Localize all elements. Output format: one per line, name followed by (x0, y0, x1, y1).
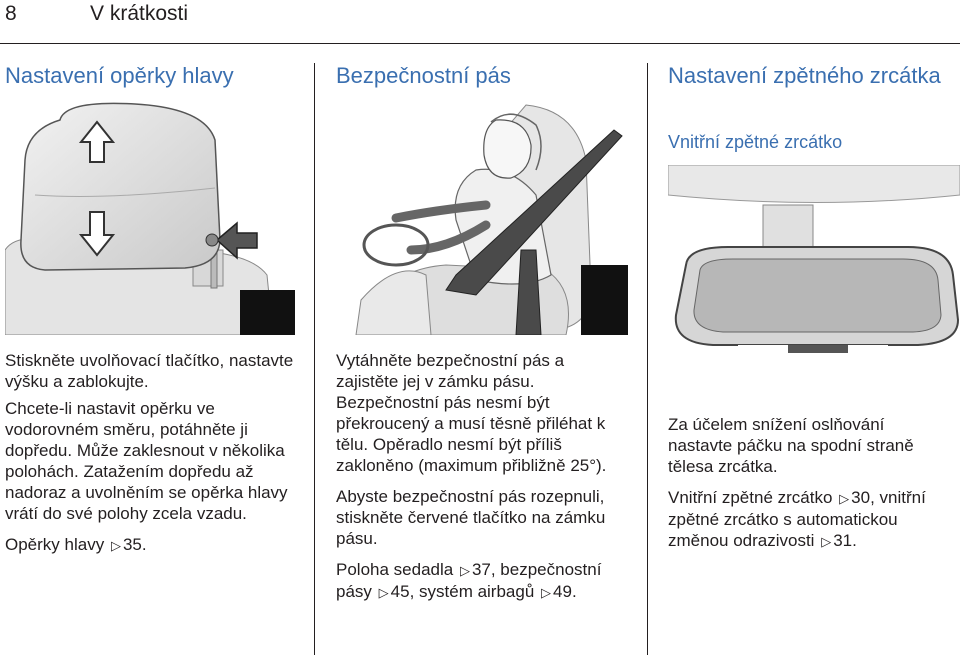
column-divider (314, 63, 315, 655)
reference-arrow-icon: ▷ (541, 585, 552, 600)
seatbelt-instructions (336, 350, 631, 613)
headrest-instructions (5, 350, 300, 566)
header-rule (0, 43, 960, 44)
seatbelt-illustration (336, 100, 628, 335)
reference-arrow-icon: ▷ (110, 538, 121, 553)
paragraph: Za účelem snížení oslňování nastavte páčku na spodní straně tělesa zrcátka. (668, 415, 914, 476)
headrest-section-title: Nastavení opěrky hlavy (5, 63, 234, 88)
seatbelt-section-title: Bezpečnostní pás (336, 63, 511, 88)
mirror-instructions (668, 414, 953, 562)
reference-arrow-icon: ▷ (378, 585, 389, 600)
paragraph: Vytáhněte bezpečnostní pás a zajistěte jej v zámku pásu. Bezpečnostní pás nesmí být překroucený a musí těsně přiléhat k tělu. Opěradlo nesmí být příliš zakloněno (maximum přibližně 25°). (336, 351, 607, 475)
reference-arrow-icon: ▷ (821, 534, 832, 549)
reference-arrow-icon: ▷ (839, 491, 850, 506)
column-divider (647, 63, 648, 655)
mirror-section-title: Nastavení zpětného zrcátka (668, 63, 941, 88)
mirror-illustration (668, 165, 960, 405)
cross-reference: Opěrky hlavy ▷ 35. (5, 535, 147, 554)
reference-arrow-icon: ▷ (459, 563, 470, 578)
chapter-title: V krátkosti (90, 2, 189, 25)
paragraph: Chcete-li nastavit opěrku ve vodorovném směru, potáhněte ji dopředu. Může zaklesnout v několika polohách. Zatažením dopředu až nadoraz a uvolněním se opěrka hlavy vrátí do své polohy zcela vzadu. (5, 399, 288, 523)
cross-reference: Vnitřní zpětné zrcátko ▷ 30, vnitřní zpětné zrcátko s automatickou změnou odrazivosti ▷ 31. (668, 488, 926, 550)
paragraph: Stiskněte uvolňovací tlačítko, nastavte výšku a zablokujte. (5, 351, 294, 391)
page-number: 8 (5, 2, 17, 25)
headrest-illustration (5, 100, 295, 335)
cross-reference: Poloha sedadla ▷ 37, bezpečnostní pásy ▷ 45, systém airbagů ▷ 49. (336, 560, 602, 601)
mirror-subtitle: Vnitřní zpětné zrcátko (668, 132, 843, 152)
paragraph: Abyste bezpečnostní pás rozepnuli, stiskněte červené tlačítko na zámku pásu. (336, 487, 606, 548)
